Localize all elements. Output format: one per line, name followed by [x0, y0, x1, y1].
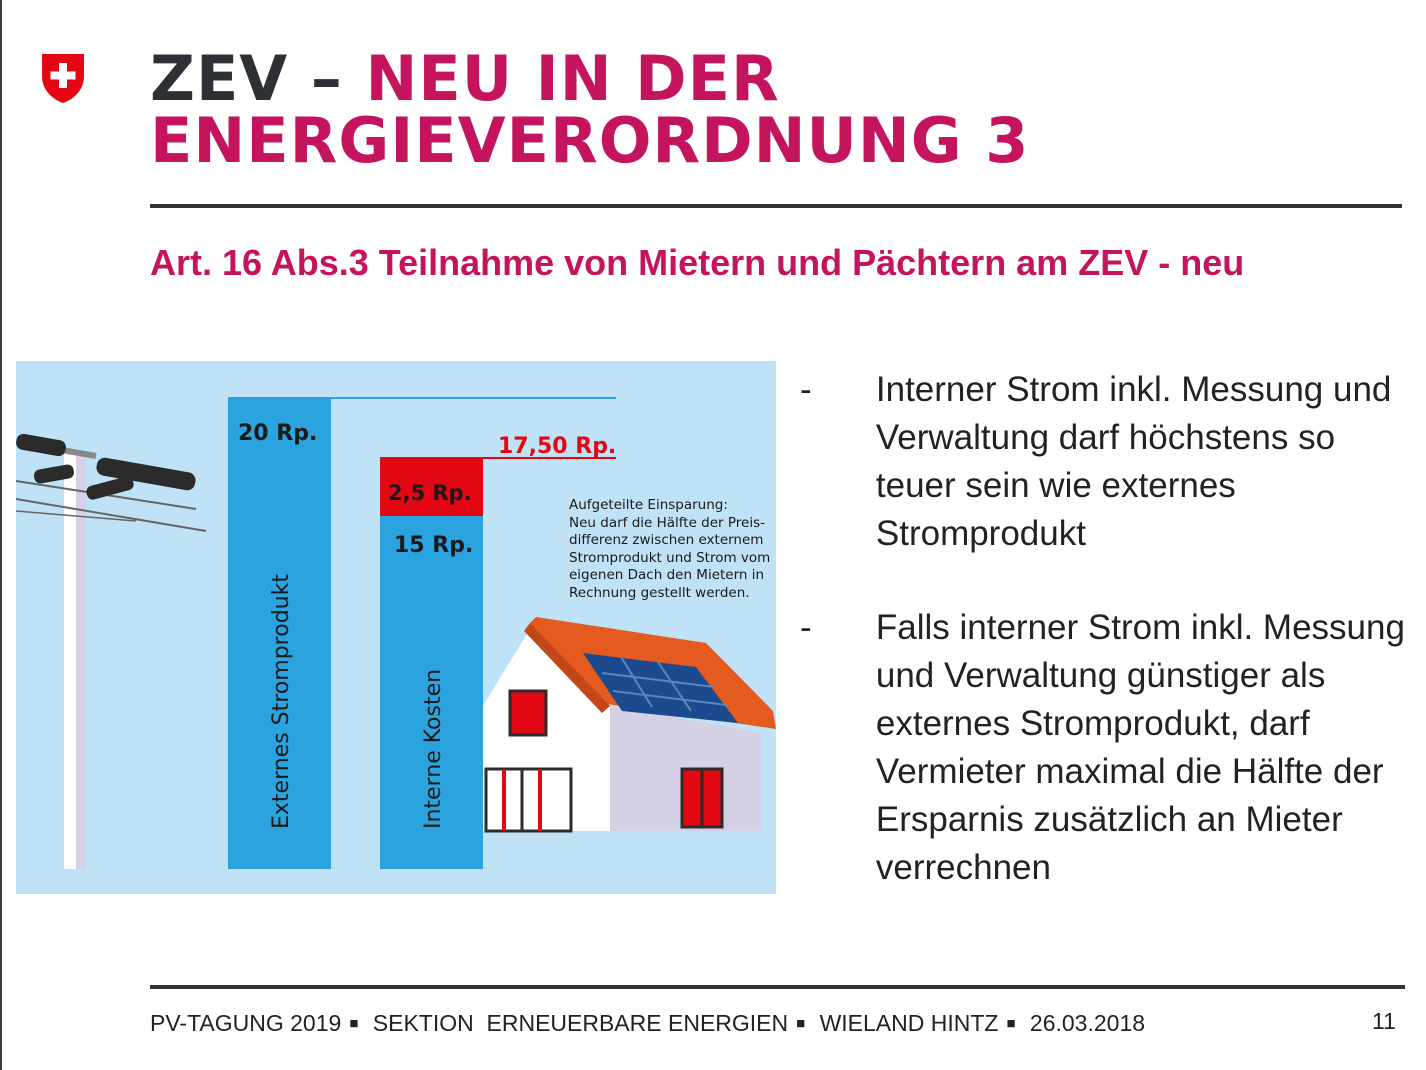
bullet-item: [800, 366, 1420, 558]
bullet-dash: -: [800, 608, 812, 647]
footer-separator: ■: [796, 1015, 806, 1032]
label-17-50-rp: 17,50 Rp.: [498, 434, 617, 459]
footer-separator: ■: [349, 1015, 359, 1032]
footer-divider: [150, 985, 1405, 989]
bullet-dash: -: [800, 370, 812, 409]
label-15-rp: 15 Rp.: [394, 533, 474, 558]
title-dash: –: [288, 42, 366, 115]
title-zev: ZEV: [150, 42, 289, 115]
label-20-rp: 20 Rp.: [238, 421, 318, 446]
title-line2: ENERGIEVERORDNUNG 3: [150, 104, 1030, 177]
label-2-5-rp: 2,5 Rp.: [388, 481, 472, 505]
note-line: Stromprodukt und Strom vom: [569, 550, 771, 566]
bullet-item: [800, 604, 1420, 892]
note-line: Aufgeteilte Einsparung:: [569, 497, 728, 513]
footer-author: WIELAND HINTZ: [819, 1010, 999, 1036]
note-line: differenz zwischen externem: [569, 532, 764, 548]
title-divider: [150, 204, 1402, 208]
zev-cost-illustration: [16, 361, 776, 894]
swiss-shield-icon: [40, 52, 86, 104]
slide-title: [150, 42, 1030, 177]
bar-label-externes: Externes Stromprodukt: [269, 574, 294, 829]
footer-separator: ■: [1006, 1015, 1016, 1032]
footer-date: 26.03.2018: [1029, 1010, 1146, 1036]
bullet-text: Falls interner Strom inkl. Messung und Verwaltung günstiger als externes Stromprodukt, darf Vermieter maximal die Hälfte der Ersparnis zusätzlich an Mieter verrechnen: [875, 608, 1405, 887]
footer-section: SEKTION ERNEUERBARE ENERGIEN: [372, 1010, 789, 1036]
page-number: 11: [1372, 1008, 1396, 1034]
slide-left-border: [0, 0, 2, 1070]
note-line: Rechnung gestellt werden.: [569, 585, 750, 601]
bullet-list: [800, 366, 1420, 938]
title-neu-in-der: NEU IN DER: [365, 42, 780, 115]
footer-event: PV-TAGUNG 2019: [150, 1010, 342, 1036]
note-line: Neu darf die Hälfte der Preis-: [569, 515, 766, 531]
bar-label-interne: Interne Kosten: [421, 668, 446, 829]
bullet-text: Interner Strom inkl. Messung und Verwaltung darf höchstens so teuer sein wie externes Stromprodukt: [875, 370, 1392, 553]
slide-subtitle: Art. 16 Abs.3 Teilnahme von Mietern und Pächtern am ZEV - neu: [150, 242, 1245, 283]
slide-footer: [150, 1010, 1145, 1037]
note-line: eigenen Dach den Mietern in: [569, 567, 765, 583]
